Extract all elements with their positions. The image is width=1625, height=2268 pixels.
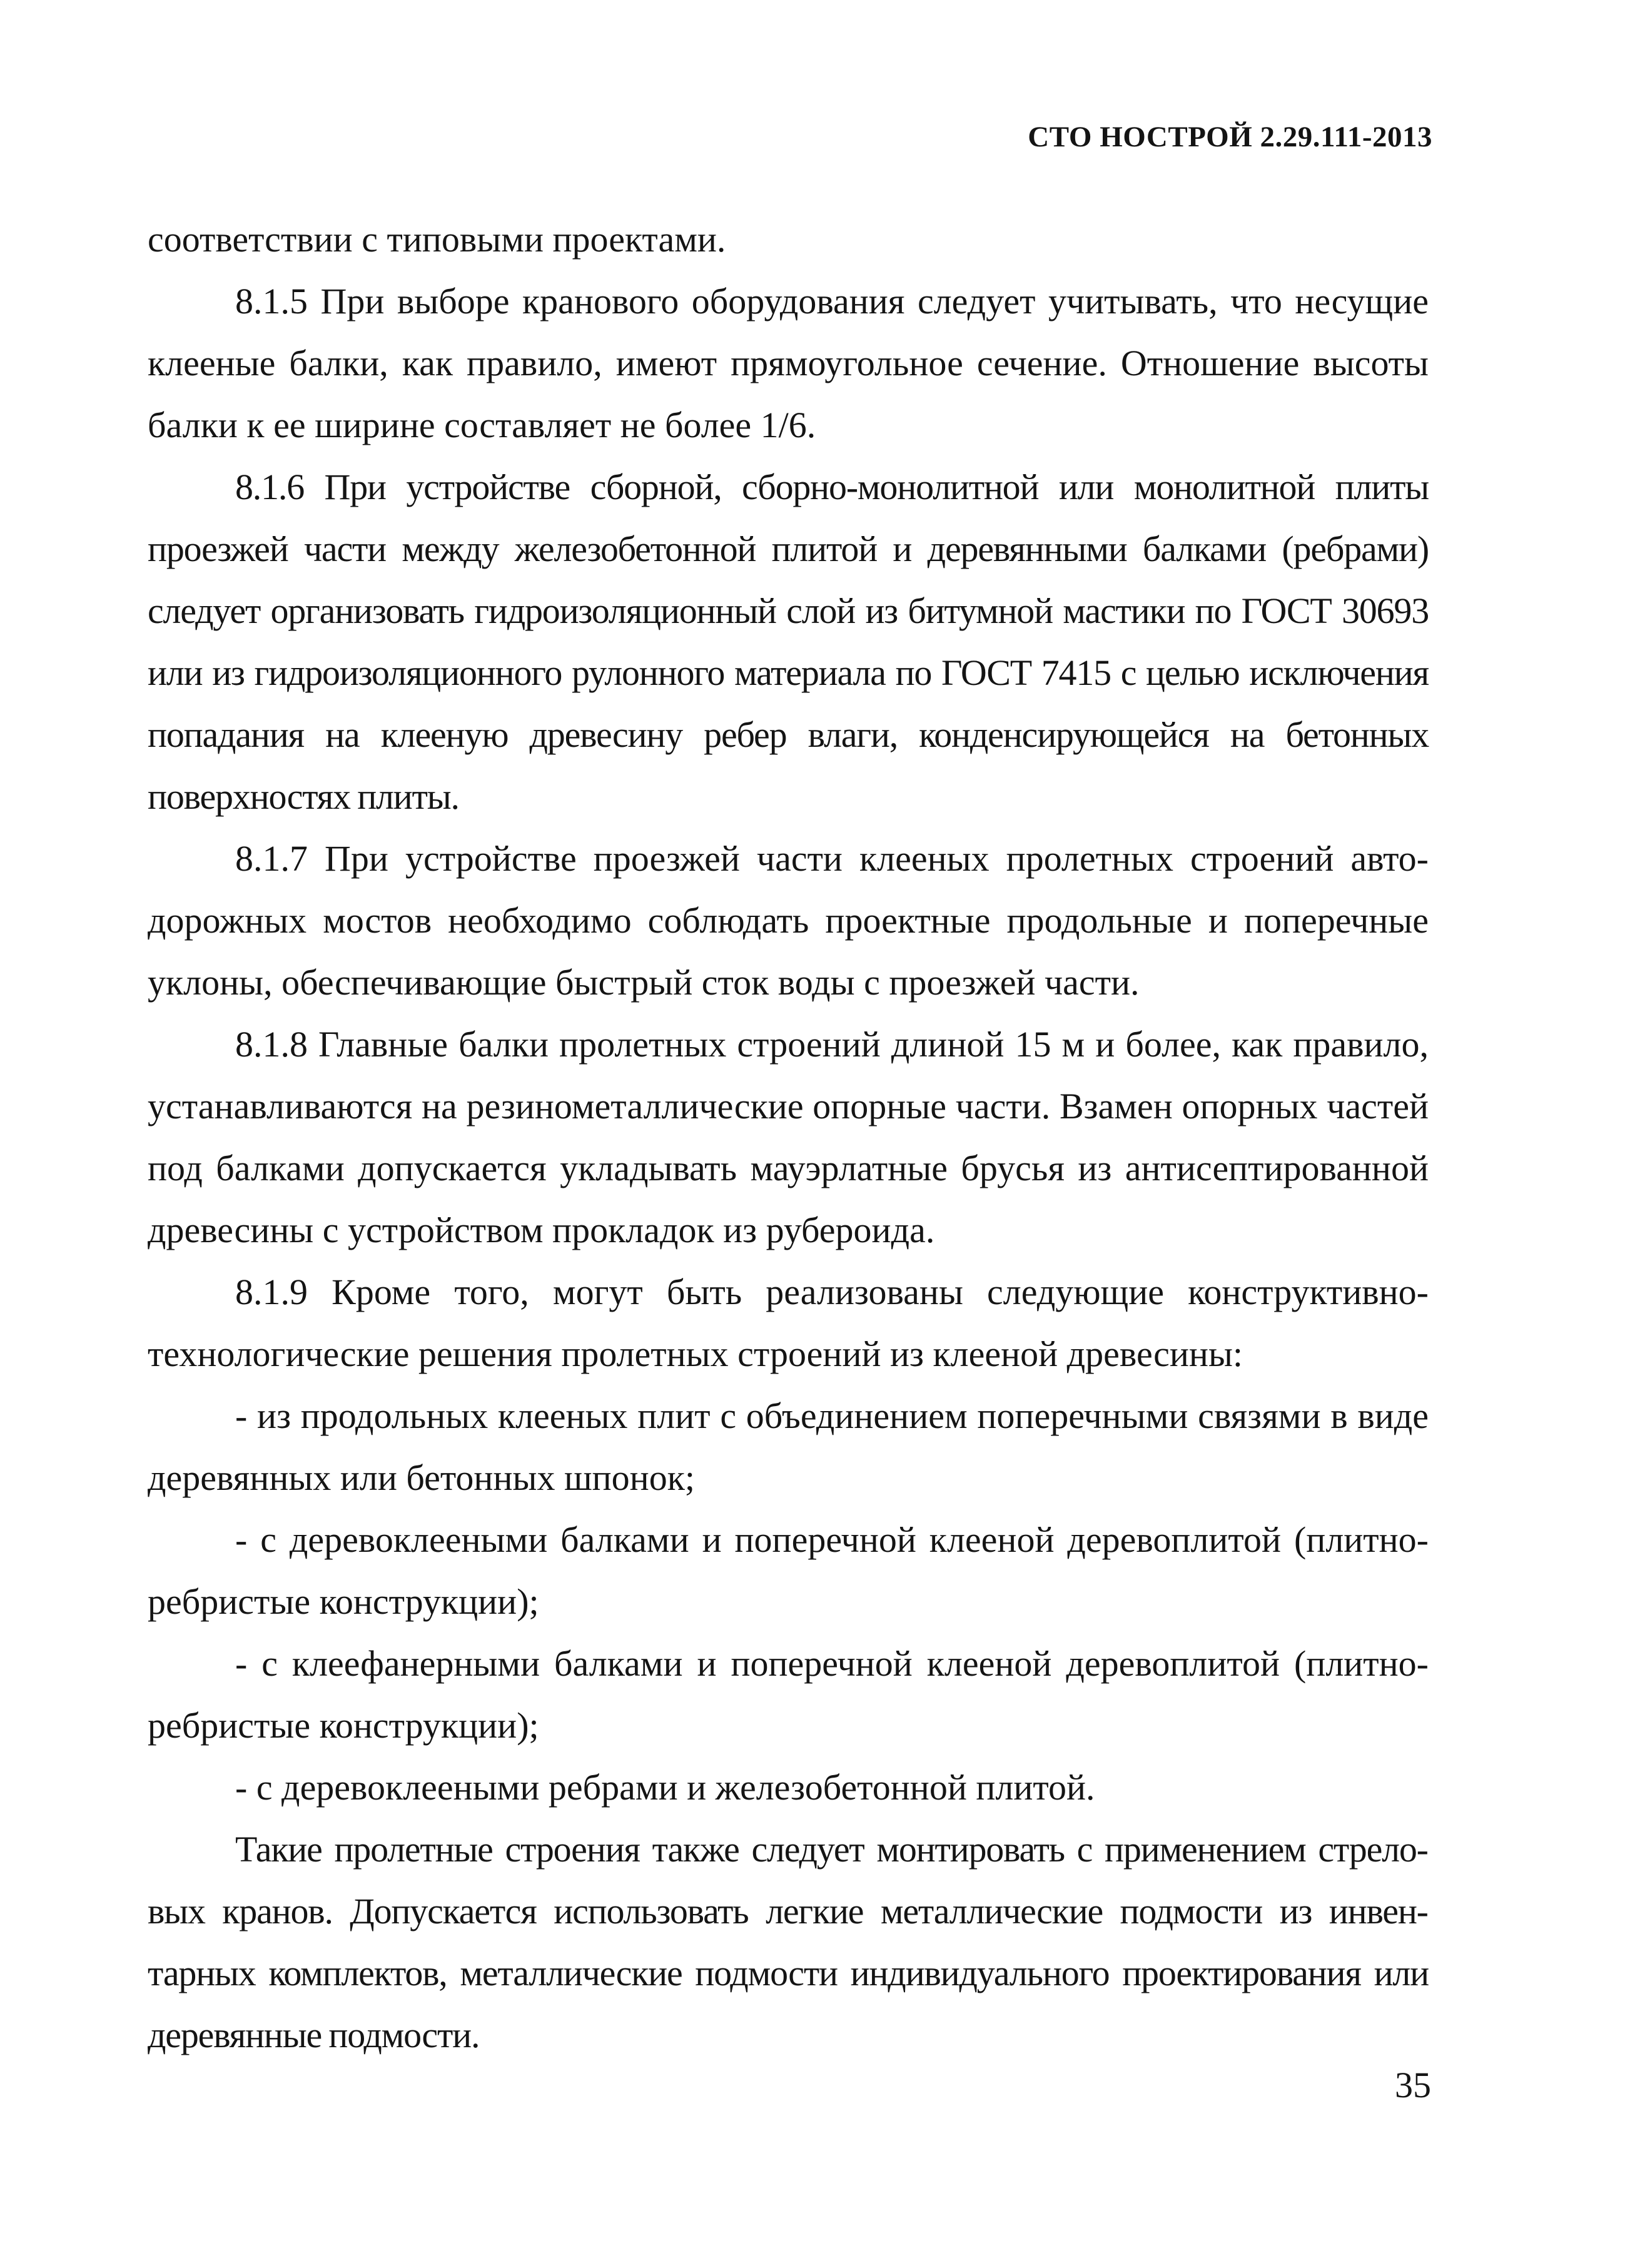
paragraph-8-1-7: 8.1.7 При устройстве проезжей части клееных пролетных строений автодорожных мостов необходимо соблюдать проектные продольные и поперечные уклоны, обеспечивающие быстрый сток воды с проезжей части. [148, 838, 1429, 1003]
paragraph-continuation: соответствии с типовыми проектами. [148, 219, 726, 260]
paragraph-8-1-5: 8.1.5 При выборе кранового оборудования следует учитывать, что несущие клееные балки, как правило, имеют прямоугольное сечение. Отношение высоты балки к ее ширине составляет не более 1/6. [148, 281, 1429, 445]
list-item-plywood-beams: - с клеефанерными балками и поперечной клееной деревоплитой (плитно-ребристые конструкции); [148, 1643, 1429, 1746]
page-number: 35 [1395, 2065, 1431, 2105]
paragraph-8-1-6: 8.1.6 При устройстве сборной, сборно-монолитной или монолитной плиты проезжей части между железобетонной плитой и деревянными балками (ребрами) следует организовать гидроизоляционный слой из битумной мастики по ГОСТ 30693 или из гидроизоляционного рулонного материала по ГОСТ 7415 с целью исключения попадания на клееную древесину ребер влаги, конденсирующейся на бетонных поверхностях плиты. [148, 467, 1429, 817]
document-body [148, 208, 1429, 2066]
document-code-header: СТО НОСТРОЙ 2.29.111-2013 [1028, 121, 1432, 153]
list-item-glulam-beams: - с деревоклееными балками и поперечной клееной деревоплитой (плитно-ребристые конструкции); [148, 1519, 1429, 1622]
paragraph-8-1-8: 8.1.8 Главные балки пролетных строений длиной 15 м и более, как правило, устанавливаются на резинометаллические опорные части. Взамен опорных частей под балками допускается укладывать мауэрлатные брусья из антисептированной древесины с устройством прокладок из рубероида. [148, 1024, 1429, 1250]
paragraph-8-1-9: 8.1.9 Кроме того, могут быть реализованы следующие конструктивно-технологические решения пролетных строений из клееной древесины: [148, 1272, 1429, 1374]
list-item-longitudinal-plates: - из продольных клееных плит с объединением поперечными связями в виде деревянных или бетонных шпонок; [148, 1395, 1429, 1498]
paragraph-installation: Такие пролетные строения также следует монтировать с применением стреловых кранов. Допускается использовать легкие металлические подмости из инвентарных комплектов, металлические подмости индивидуального проектирования или деревянные подмости. [148, 1829, 1429, 2055]
list-item-glulam-ribs: - с деревоклееными ребрами и железобетонной плитой. [235, 1767, 1095, 1808]
